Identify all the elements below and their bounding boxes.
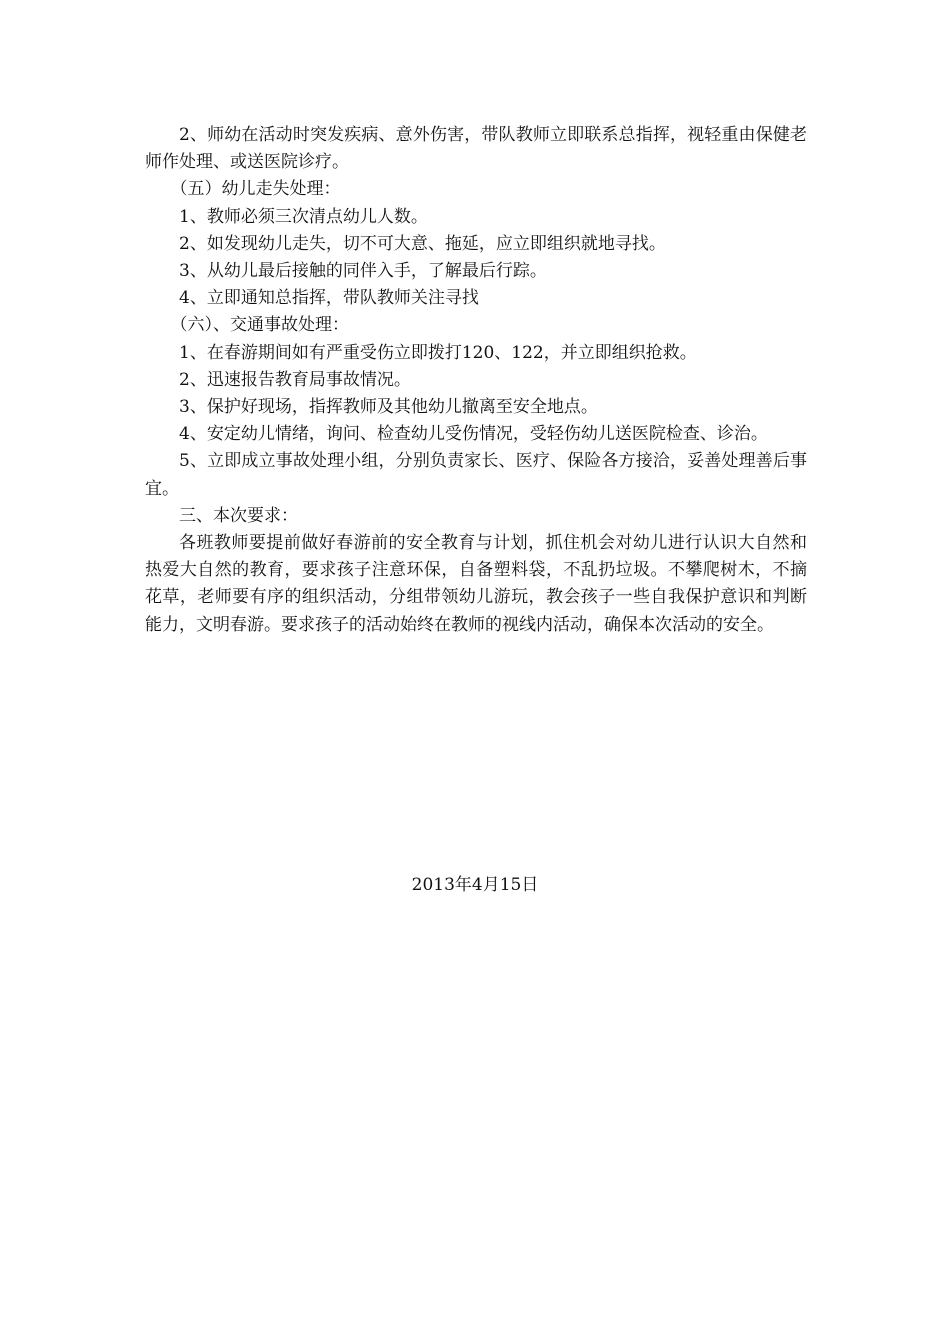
- paragraph-traffic-item-5: 5、立即成立事故处理小组，分别负责家长、医疗、保险各方接洽，妥善处理善后事宜。: [145, 451, 807, 499]
- paragraph-lost-item-3: 3、从幼儿最后接触的同伴入手，了解最后行踪。: [179, 261, 547, 282]
- paragraph-illness-item-2: 2、师幼在活动时突发疾病、意外伤害，带队教师立即联系总指挥，视轻重由保健老师作处理、或送医院诊疗。: [145, 125, 807, 173]
- section-heading-traffic-accident: （六）、交通事故处理：: [170, 315, 349, 336]
- paragraph-traffic-item-1: 1、在春游期间如有严重受伤立即拨打120、122，并立即组织抢救。: [179, 342, 697, 363]
- paragraph-traffic-item-4: 4、安定幼儿情绪，询问、检查幼儿受伤情况，受轻伤幼儿送医院检查、诊治。: [179, 424, 768, 445]
- paragraph-traffic-item-3: 3、保护好现场，指挥教师及其他幼儿撤离至安全地点。: [179, 397, 598, 418]
- paragraph-traffic-item-2: 2、迅速报告教育局事故情况。: [179, 369, 411, 390]
- document-body: [145, 122, 807, 639]
- paragraph-lost-item-2: 2、如发现幼儿走失，切不可大意、拖延，应立即组织就地寻找。: [179, 233, 666, 254]
- paragraph-requirements-body: 各班教师要提前做好春游前的安全教育与计划，抓住机会对幼儿进行认识大自然和热爱大自然的教育，要求孩子注意环保，自备塑料袋，不乱扔垃圾。不攀爬树木，不摘花草，老师要有序的组织活动，分组带领幼儿游玩，教会孩子一些自我保护意识和判断能力，文明春游。要求孩子的活动始终在教师的视线内活动，确保本次活动的安全。: [145, 533, 807, 635]
- document-date: 2013年4月15日: [411, 875, 539, 895]
- paragraph-lost-item-1: 1、教师必须三次清点幼儿人数。: [179, 206, 428, 227]
- section-heading-requirements: 三、本次要求：: [179, 505, 298, 526]
- paragraph-lost-item-4: 4、立即通知总指挥，带队教师关注寻找: [179, 288, 479, 309]
- section-heading-lost-child: （五）幼儿走失处理：: [170, 179, 341, 200]
